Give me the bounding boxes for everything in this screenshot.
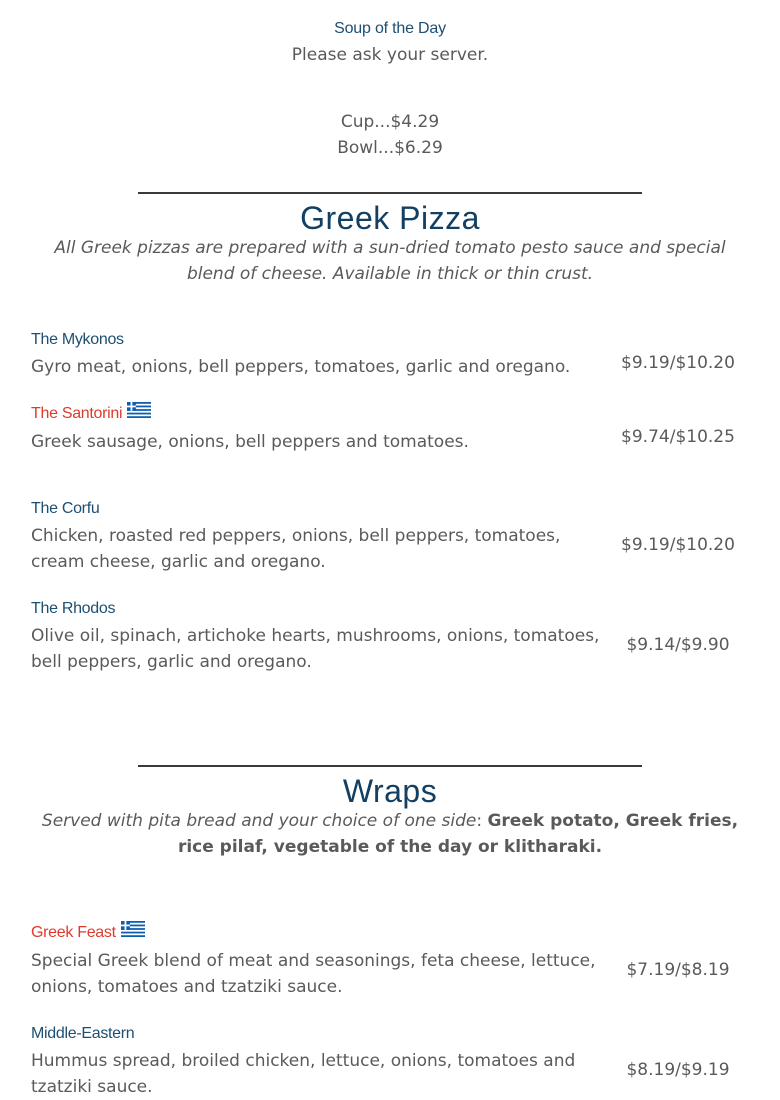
menu-item-description: Olive oil, spinach, artichoke hearts, mushrooms, onions, tomatoes, bell peppers, garlic and oregano.	[31, 626, 600, 672]
menu-item-description: Hummus spread, broiled chicken, lettuce, onions, tomatoes and tzatziki sauce.	[31, 1051, 576, 1097]
menu-item-price: $9.19/$10.20	[621, 535, 735, 555]
wraps-description-intro: Served with pita bread and your choice of one side	[41, 811, 477, 831]
menu-item-name	[31, 500, 99, 518]
menu-item-name-text: The Mykonos	[31, 331, 124, 348]
greek-pizza-title: Greek Pizza	[300, 200, 480, 236]
soup-title: Soup of the Day	[334, 20, 446, 37]
menu-item-description: Gyro meat, onions, bell peppers, tomatoes, garlic and oregano.	[31, 357, 571, 377]
soup-bowl-price: Bowl...$6.29	[337, 138, 443, 158]
greek-flag-icon	[127, 402, 151, 418]
menu-item-price: $9.74/$10.25	[621, 427, 735, 447]
wraps-description-sides: Greek potato, Greek fries, rice pilaf, vegetable of the day or klitharaki.	[177, 811, 739, 857]
greek-pizza-description	[40, 235, 740, 287]
menu-item-name-text: The Santorini	[31, 405, 123, 422]
menu-item-price: $9.19/$10.20	[621, 353, 735, 373]
menu-item-price: $9.14/$9.90	[626, 635, 730, 655]
wraps-description	[30, 808, 750, 860]
menu-item-description: Greek sausage, onions, bell peppers and tomatoes.	[31, 432, 469, 452]
menu-item-name	[31, 600, 115, 618]
menu-item-price: $7.19/$8.19	[626, 960, 730, 980]
menu-item-name	[31, 924, 145, 942]
soup-note: Please ask your server.	[291, 45, 489, 65]
menu-item-name-text: Middle-Eastern	[31, 1025, 135, 1042]
wraps-description-colon: :	[476, 811, 483, 831]
menu-item-price: $8.19/$9.19	[626, 1060, 730, 1080]
menu-item-description: Chicken, roasted red peppers, onions, bell peppers, tomatoes, cream cheese, garlic and oregano.	[31, 526, 561, 572]
menu-item-name-text: The Corfu	[31, 500, 100, 517]
menu-item-description: Special Greek blend of meat and seasonings, feta cheese, lettuce, onions, tomatoes and tzatziki sauce.	[31, 951, 596, 997]
menu-item-name-text: Greek Feast	[31, 924, 116, 941]
section-divider	[138, 765, 642, 767]
menu-item-name	[31, 1025, 134, 1043]
soup-cup-price: Cup...$4.29	[340, 112, 440, 132]
section-divider	[138, 192, 642, 194]
menu-item-name	[31, 405, 151, 423]
greek-flag-icon	[121, 921, 145, 937]
wraps-title: Wraps	[342, 773, 438, 809]
menu-item-name-text: The Rhodos	[31, 600, 116, 617]
greek-pizza-description-text: All Greek pizzas are prepared with a sun-dried tomato pesto sauce and special blend of cheese. Available in thick or thin crust.	[54, 238, 726, 284]
menu-item-name	[31, 331, 124, 349]
